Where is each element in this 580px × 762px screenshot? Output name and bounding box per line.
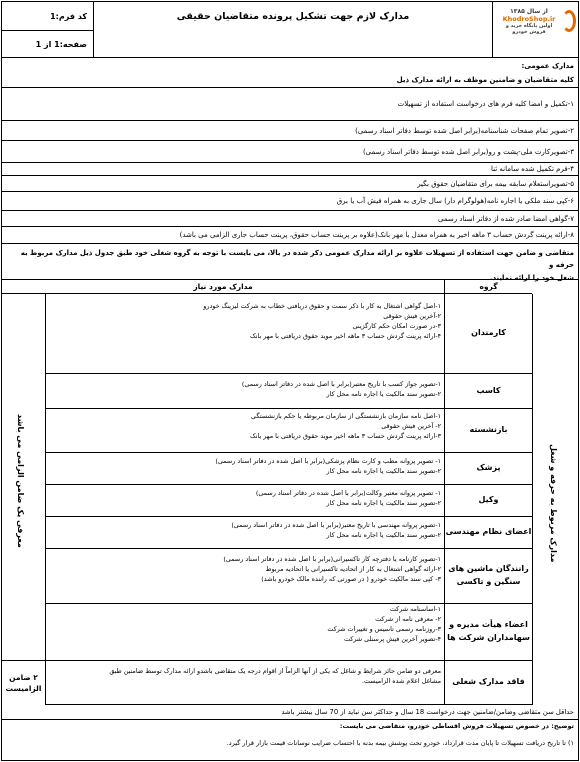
group-docs-drivers: ۱-تصویر کارنامه یا دفترچه کار تاکسیرانی(برابر با اصل شده در دفاتر اسناد رسمی) ۲-ارائه گواهی اشتغال به کار از اتحادیه تاکسیرانی یا اتحادیه مربوط ۳- کپی سند مالکیت خودرو ( در صورتی که راننده مالک خودرو باشد) bbox=[46, 549, 444, 604]
table-head-group: گروه bbox=[444, 280, 532, 294]
group-name-retired: بازنشسته bbox=[444, 409, 532, 453]
group-docs-retired: ۱-اصل نامه سازمان بازنشستگی از سازمان مربوطه یا حکم بازنشستگی ۲- آخرین فیش حقوقی ۳-ارائه پرینت گردش حساب ۳ ماهه اخیر موید حقوق دریافتی با مهر بانک bbox=[46, 409, 444, 453]
group-docs-merchant: ۱-تصویر جواز کسب با تاریخ معتبر(برابر با اصل شده در دفاتر اسناد رسمی) ۲-تصویر سند مالکیت یا اجاره نامه محل کار bbox=[46, 374, 444, 409]
group-docs-lawyer: ۱- تصویر پروانه معتبر وکالت(برابر با اصل شده در دفاتر اسناد رسمی) ۲-تصویر سند مالکیت یا اجاره نامه محل کار bbox=[46, 485, 444, 517]
general-item-1: ۱-تکمیل و امضا کلیه فرم های درخواست استفاده از تسهیلات bbox=[2, 88, 578, 121]
left-vertical-label: معرفی یک ضامن الزامی می باشد bbox=[16, 414, 25, 548]
table-head-docs: مدارک مورد نیاز bbox=[2, 280, 444, 294]
group-name-drivers: رانندگان ماشین های سنگین و تاکسی bbox=[444, 549, 532, 604]
page-number: صفحه:1 از 1 bbox=[2, 30, 93, 58]
group-name-shareholders: اعضاء هیأت مدیره و سهامداران شرکت ها bbox=[444, 604, 532, 661]
group-table bbox=[2, 280, 578, 705]
logo-tagline: اولین پایگاه خرید و فروش خودرو bbox=[505, 23, 553, 35]
form-meta bbox=[2, 2, 94, 58]
right-vertical-cell bbox=[532, 294, 578, 705]
group-docs-engineers: ۱-تصویر پروانه مهندسی با تاریخ معتبر(برابر با اصل شده در دفاتر اسناد رسمی) ۲-تصویر سند مالکیت یا اجاره نامه محل کار bbox=[46, 517, 444, 549]
document-page bbox=[1, 1, 579, 761]
page-title: مدارک لازم جهت تشکیل پرونده متقاضیان حقیقی bbox=[176, 11, 410, 22]
general-item-6: ۶-کپی سند ملکی یا اجاره نامه(هولوگرام دار) سال جاری به همراه فیش آب یا برق bbox=[2, 192, 578, 211]
right-vertical-label: مدارک مربوط به حرفه و شغل bbox=[549, 444, 558, 563]
left-vertical-cell bbox=[2, 294, 46, 661]
group-name-merchant: کاسب bbox=[444, 374, 532, 409]
general-item-3: ۳-تصویرکارت ملی-پشت و رو(برابر اصل شده توسط دفاتر اسناد رسمی) bbox=[2, 141, 578, 163]
logo-brand: KhodroShop.ir bbox=[502, 15, 556, 23]
general-intro: کلیه متقاضیان و ضامنین موظف به ارائه مدارک ذیل bbox=[2, 72, 578, 88]
logo bbox=[492, 2, 578, 58]
group-note: متقاضی و ضامن جهت استفاده از تسهیلات علاوه بر ارائه مدارک عمومی ذکر شده در بالا، می بایست با توجه به گروه شغلی خود طبق جدول ذیل مدارک مربوط به حرفه و شغل خود را ارائه نمایند. bbox=[2, 244, 578, 280]
group-docs-no-docs: معرفی دو ضامن حائز شرایط و شاغل که یکی از آنها الزاماً از اقوام درجه یک متقاضی باشدو ارائه مدارک توسط ضامنین طبق مشاغل اعلام شده الزامیست. bbox=[46, 661, 444, 705]
group-name-doctor: پزشک bbox=[444, 453, 532, 485]
general-item-8: ۸-ارائه پرینت گردش حساب ۳ ماهه اخیر به همراه معدل با مهر بانک(علاوه بر پرینت حساب حقوق، پرینت حساب جاری الزامی می باشد) bbox=[2, 227, 578, 244]
header bbox=[2, 2, 578, 58]
group-docs-shareholders: ۱-اساسنامه شرکت ۲- معرفی نامه از شرکت ۳-روزنامه رسمی تاسیس و تغییرات شرکت ۴-تصویر آخرین فیش پرسنلی شرکت bbox=[46, 604, 444, 661]
group-name-employees: کارمندان bbox=[444, 294, 532, 374]
logo-c-icon bbox=[562, 10, 576, 32]
form-code: کد فرم:1 bbox=[50, 11, 87, 21]
general-item-7: ۷-گواهی امضا صادر شده از دفاتر اسناد رسمی bbox=[2, 211, 578, 227]
left-bottom-note: ۲ ضامن الزامیست bbox=[2, 661, 46, 705]
group-name-engineers: اعضای نظام مهندسی bbox=[444, 517, 532, 549]
general-item-2: ۲-تصویر تمام صفحات شناسنامه(برابر اصل شده توسط دفاتر اسناد رسمی) bbox=[2, 121, 578, 141]
group-name-no-docs: فاقد مدارک شغلی bbox=[444, 661, 532, 705]
group-name-lawyer: وکیل bbox=[444, 485, 532, 517]
group-docs-employees: ۱-اصل گواهی اشتغال به کار با ذکر سمت و حقوق دریافتی خطاب به شرکت لیزینگ خودرو ۲-آخرین فیش حقوقی ۳-در صورت امکان حکم کارگزینی ۴-ارائه پرینت گردش حساب ۳ ماهه اخیر موید حقوق دریافتی با مهر بانک bbox=[46, 294, 444, 374]
footer-note-1: ۱) تا تاریخ دریافت تسهیلات تا پایان مدت قرارداد، خودرو تحت پوشش بیمه بدنه با احتساب ضرایب نوسانات قیمت بازار قرار گیرد. bbox=[226, 739, 574, 747]
general-item-5: ۵-تصویراستعلام سابقه بیمه برای متقاضیان حقوق بگیر bbox=[2, 176, 578, 192]
general-title: مدارک عمومی: bbox=[521, 61, 574, 70]
general-item-4: ۴-فرم تکمیل شده سامانه ثنا bbox=[2, 163, 578, 176]
group-docs-doctor: ۱- تصویر پروانه مطب و کارت نظام پزشکی(برابر با اصل شده در دفاتر اسناد رسمی) ۲-تصویر سند مالکیت یا اجاره نامه محل کار bbox=[46, 453, 444, 485]
footer-note-title: توضیح: در خصوص تسهیلات فروش اقساطی خودرو، متقاضی می بایست: bbox=[339, 722, 574, 730]
logo-line1: از سال ۱۳۸۵ bbox=[510, 8, 548, 15]
age-note: حداقل سن متقاضی وضامن/ضامنین جهت درخواست 18 سال و حداکثر سن نباید از 70 سال بیشتر باشد bbox=[2, 705, 578, 720]
